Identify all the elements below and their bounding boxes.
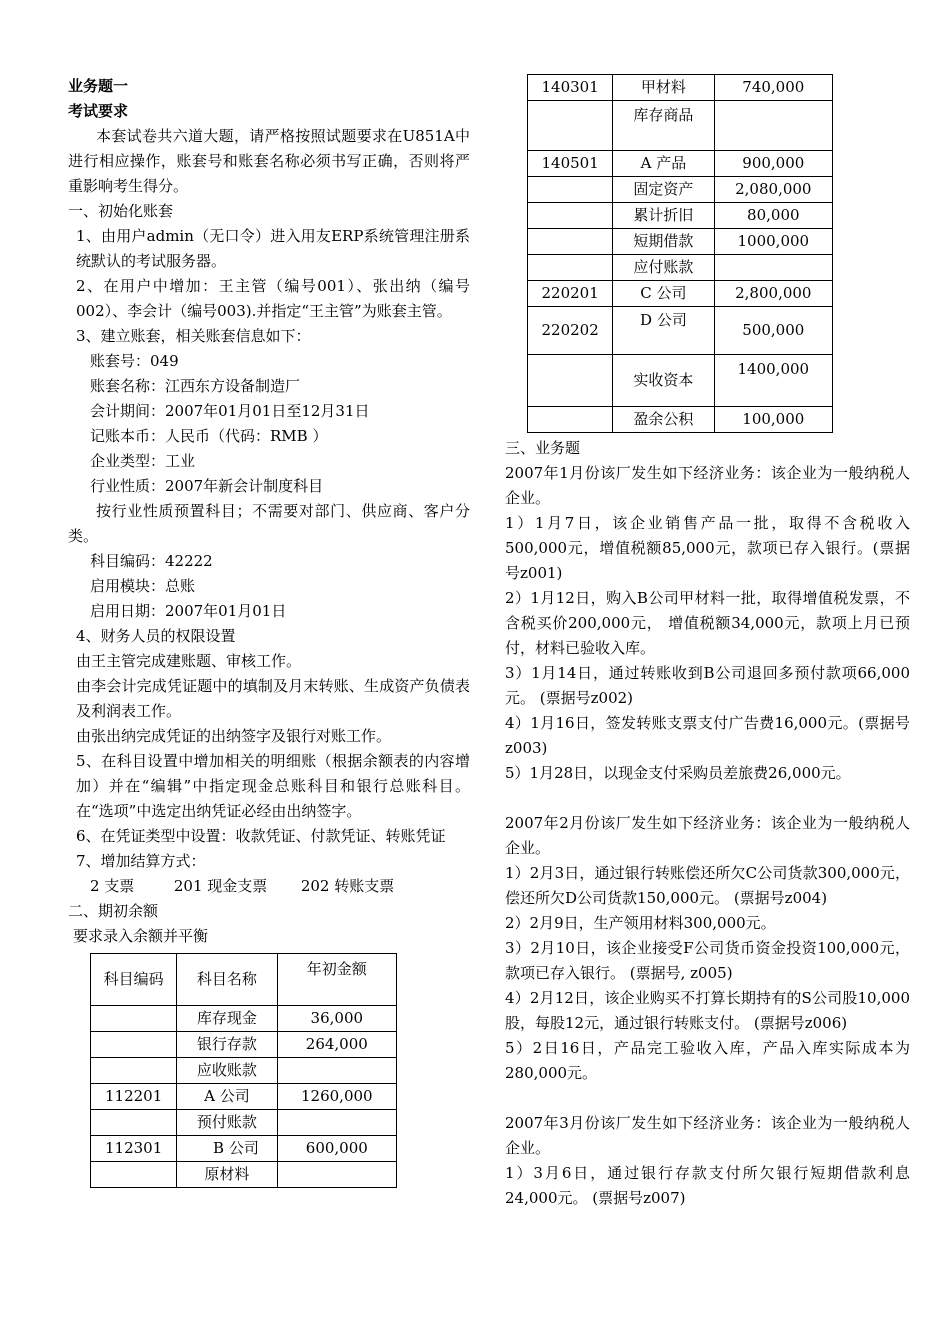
table-cell: 盈余公积 (613, 407, 714, 433)
table-row (528, 281, 833, 307)
table-cell (91, 1110, 177, 1136)
table-cell: 140301 (528, 75, 613, 101)
january-item: 5）1月28日，以现金支付采购员差旅费26,000元。 (505, 764, 851, 782)
table-cell: A 公司 (177, 1084, 277, 1110)
table-cell: 112201 (91, 1084, 177, 1110)
doc-subtitle: 考试要求 (68, 102, 129, 120)
table-cell (91, 1058, 177, 1084)
february-item: 4）2月12日，该企业购买不打算长期持有的S公司股10,000股，每股12元，通过银行转账支付。 (票据号z006) (505, 989, 910, 1032)
table-cell: A 产品 (613, 151, 714, 177)
february-intro: 2007年2月份该厂发生如下经济业务：该企业为一般纳税人企业。 (505, 814, 910, 857)
table-row (528, 355, 833, 407)
base-currency: 记账本币：人民币（代码：RMB ） (90, 427, 328, 445)
table-cell (528, 229, 613, 255)
march-item: 1）3月6日，通过银行存款支付所欠银行短期借款利息24,000元。 (票据号z007) (505, 1164, 910, 1207)
table-cell: 80,000 (714, 203, 832, 229)
table-cell: 应付账款 (613, 255, 714, 281)
table-cell: 银行存款 (177, 1032, 277, 1058)
table-cell: 2,080,000 (714, 177, 832, 203)
permission-3: 由张出纳完成凭证的出纳签字及银行对账工作。 (76, 727, 392, 745)
february-item: 1）2月3日，通过银行转账偿还所欠C公司货款300,000元，偿还所欠D公司货款150,000元。 (票据号z004) (505, 864, 910, 907)
item-5: 5、在科目设置中增加相关的明细账（根据余额表的内容增加）并在“编辑”中指定现金总账科目和银行总账科目。在“选项”中选定出纳凭证必经由出纳签字。 (76, 752, 470, 820)
table-cell: 1000,000 (714, 229, 832, 255)
table-cell: 短期借款 (613, 229, 714, 255)
table-cell: 原材料 (177, 1162, 277, 1188)
table-cell: 1260,000 (277, 1084, 396, 1110)
table-row (528, 229, 833, 255)
table-cell (91, 1006, 177, 1032)
item-3: 3、建立账套，相关账套信息如下： (76, 327, 311, 345)
accounting-period: 会计期间：2007年01月01日至12月31日 (90, 402, 370, 420)
table-row (91, 1006, 397, 1032)
table-cell (528, 407, 613, 433)
table-cell: 140501 (528, 151, 613, 177)
table-cell (714, 255, 832, 281)
left-column (68, 74, 470, 1188)
industry-type: 行业性质：2007年新会计制度科目 (90, 477, 324, 495)
table-cell: 500,000 (714, 307, 832, 355)
table-cell (528, 355, 613, 407)
table-cell: D 公司 (613, 307, 714, 355)
account-number: 账套号：049 (90, 352, 179, 370)
table-row (91, 1032, 397, 1058)
table-cell: 应收账款 (177, 1058, 277, 1084)
february-item: 3）2月10日，该企业接受F公司货币资金投资100,000元，款项已存入银行。 (票据号, z005) (505, 939, 910, 982)
february-item: 5）2日16日，产品完工验收入库，产品入库实际成本为280,000元。 (505, 1039, 910, 1082)
table-cell: 36,000 (277, 1006, 396, 1032)
table-row (91, 1136, 397, 1162)
table-row (528, 307, 833, 355)
table-header-row (91, 954, 397, 1006)
enabled-module: 启用模块：总账 (90, 577, 196, 595)
intro-paragraph: 本套试卷共六道大题，请严格按照试题要求在U851A中进行相应操作，账套号和账套名称必须书写正确，否则将严重影响考生得分。 (68, 127, 470, 195)
table-row (528, 75, 833, 101)
table-cell: 累计折旧 (613, 203, 714, 229)
table-cell: C 公司 (613, 281, 714, 307)
table-row (528, 407, 833, 433)
table-cell (528, 255, 613, 281)
january-item: 1）1月7日，该企业销售产品一批，取得不含税收入500,000元，增值税额85,000元，款项已存入银行。(票据号z001) (505, 514, 910, 582)
january-item: 3）1月14日，通过转账收到B公司退回多预付款项66,000元。 (票据号z002) (505, 664, 910, 707)
table-cell: 112301 (91, 1136, 177, 1162)
account-name: 账套名称：江西东方设备制造厂 (90, 377, 301, 395)
table-cell: 固定资产 (613, 177, 714, 203)
header-cell: 科目名称 (177, 954, 277, 1006)
table-row (91, 1058, 397, 1084)
table-cell: 220201 (528, 281, 613, 307)
doc-title: 业务题一 (68, 77, 129, 95)
opening-balance-table-continued (527, 74, 833, 433)
permission-2: 由李会计完成凭证题中的填制及月末转账、生成资产负债表及利润表工作。 (76, 677, 470, 720)
table-row (91, 1084, 397, 1110)
section-heading-3: 三、业务题 (505, 439, 581, 457)
preset-subjects: 按行业性质预置科目；不需要对部门、供应商、客户分类。 (68, 502, 470, 545)
table-row (91, 1110, 397, 1136)
enabled-date: 启用日期：2007年01月01日 (90, 602, 287, 620)
table-cell: B 公司 (177, 1136, 277, 1162)
section-heading-1: 一、初始化账套 (68, 202, 174, 220)
table-cell: 900,000 (714, 151, 832, 177)
table-cell: 实收资本 (613, 355, 714, 407)
table-row (91, 1162, 397, 1188)
table-row (528, 203, 833, 229)
section-heading-2: 二、期初余额 (68, 902, 159, 920)
item-1: 1、由用户admin（无口令）进入用友ERP系统管理注册系统默认的考试服务器。 (76, 227, 470, 270)
table-cell: 740,000 (714, 75, 832, 101)
enterprise-type: 企业类型：工业 (90, 452, 196, 470)
table-cell (528, 101, 613, 151)
header-cell: 科目编码 (91, 954, 177, 1006)
settlement-method: 202 转账支票 (300, 877, 395, 895)
table-row (528, 101, 833, 151)
opening-balance-table (90, 953, 397, 1188)
table-cell: 1400,000 (714, 355, 832, 407)
table-cell (91, 1162, 177, 1188)
table-cell (91, 1032, 177, 1058)
permission-1: 由王主管完成建账题、审核工作。 (76, 652, 302, 670)
item-2: 2、在用户中增加：王主管（编号001）、张出纳（编号002）、李会计（编号003).并指定“王主管”为账套主管。 (76, 277, 470, 320)
january-item: 2）1月12日，购入B公司甲材料一批，取得增值税发票，不含税买价200,000元， 增值税额34,000元，款项上月已预付，材料已验收入库。 (505, 589, 910, 657)
item-7: 7、增加结算方式： (76, 852, 206, 870)
table-cell (714, 101, 832, 151)
header-cell: 年初金额 (277, 954, 396, 1006)
item-4: 4、财务人员的权限设置 (76, 627, 236, 645)
table-cell (528, 203, 613, 229)
january-intro: 2007年1月份该厂发生如下经济业务：该企业为一般纳税人企业。 (505, 464, 910, 507)
table-row (528, 177, 833, 203)
table-cell: 预付账款 (177, 1110, 277, 1136)
table-cell: 600,000 (277, 1136, 396, 1162)
table-cell (528, 177, 613, 203)
table-row (528, 255, 833, 281)
table-cell: 220202 (528, 307, 613, 355)
table-cell: 库存现金 (177, 1006, 277, 1032)
february-item: 2）2月9日，生产领用材料300,000元。 (505, 914, 776, 932)
table-cell: 264,000 (277, 1032, 396, 1058)
settlement-method: 201 现金支票 (173, 877, 268, 895)
january-item: 4）1月16日，签发转账支票支付广告费16,000元。(票据号z003) (505, 714, 910, 757)
table-cell: 库存商品 (613, 101, 714, 151)
table-cell (277, 1058, 396, 1084)
item-6: 6、在凭证类型中设置：收款凭证、付款凭证、转账凭证 (76, 827, 446, 845)
balance-requirement: 要求录入余额并平衡 (73, 927, 209, 945)
table-row (528, 151, 833, 177)
table-cell: 100,000 (714, 407, 832, 433)
table-cell: 2,800,000 (714, 281, 832, 307)
subject-code: 科目编码：42222 (90, 552, 213, 570)
march-intro: 2007年3月份该厂发生如下经济业务：该企业为一般纳税人企业。 (505, 1114, 910, 1157)
settlement-methods (68, 874, 470, 899)
right-column (505, 74, 910, 1211)
table-cell (277, 1110, 396, 1136)
settlement-method: 2 支票 (90, 877, 135, 895)
table-cell (277, 1162, 396, 1188)
table-cell: 甲材料 (613, 75, 714, 101)
